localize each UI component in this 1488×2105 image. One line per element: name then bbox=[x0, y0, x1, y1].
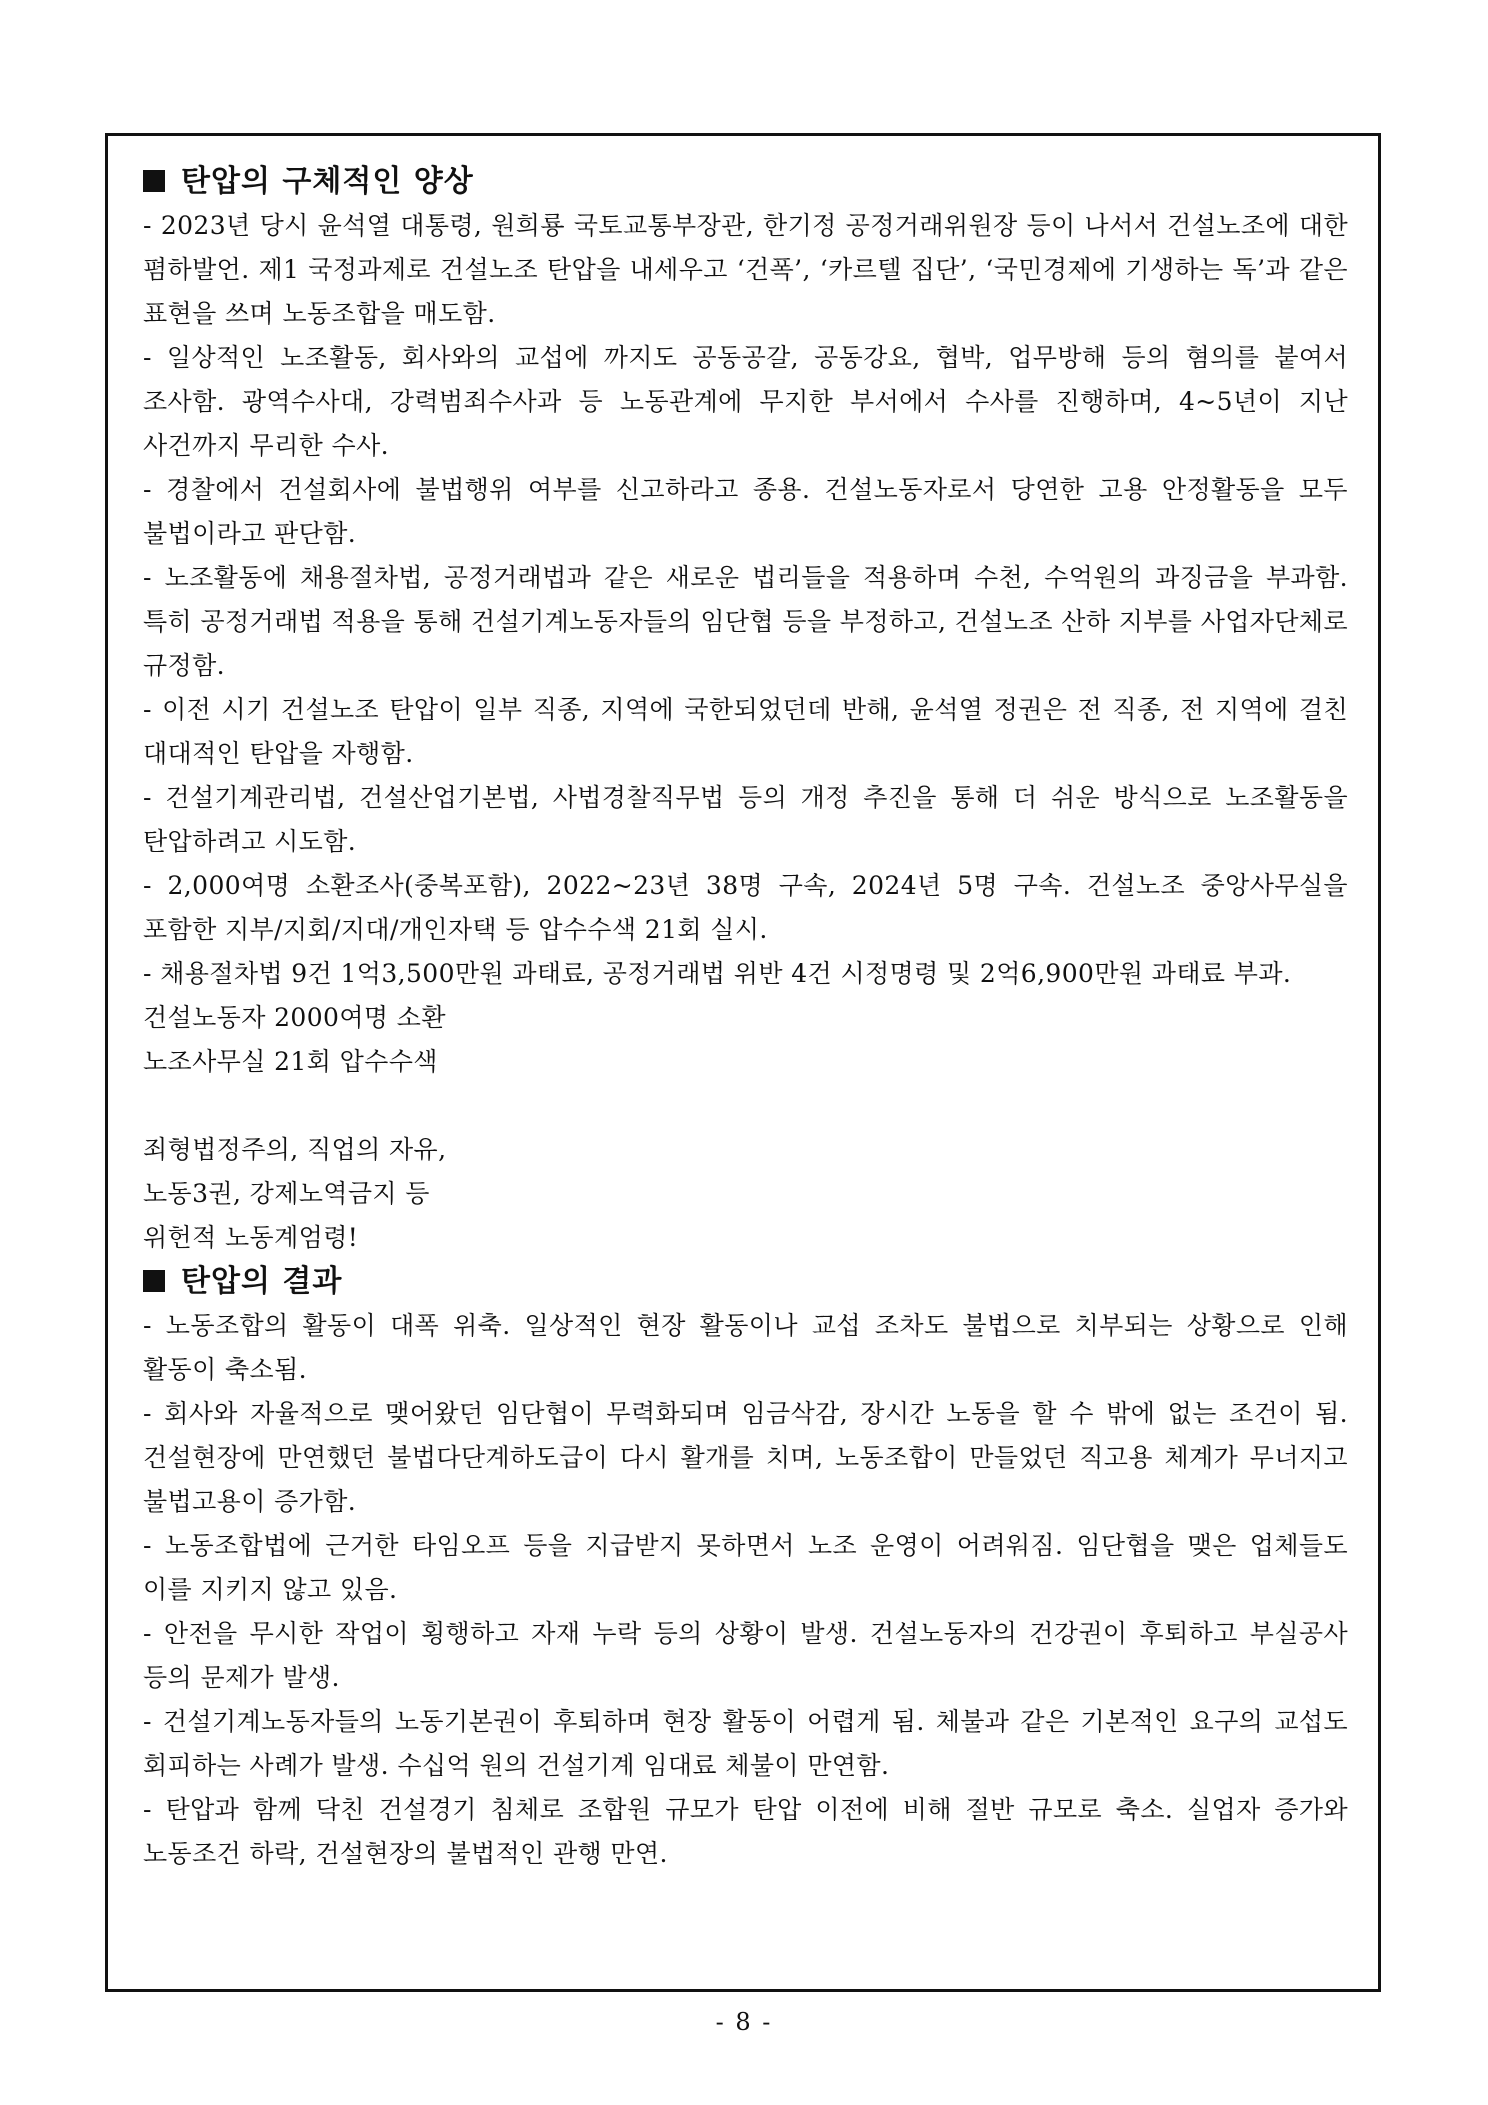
section-heading-text: 탄압의 구체적인 양상 bbox=[181, 164, 474, 199]
list-item: - 노동조합의 활동이 대폭 위축. 일상적인 현장 활동이나 교섭 조차도 불법으로 치부되는 상황으로 인해 활동이 축소됨. bbox=[143, 1311, 1348, 1384]
list-item: - 채용절차법 9건 1억3,500만원 과태료, 공정거래법 위반 4건 시정명령 및 2억6,900만원 과태료 부과. bbox=[143, 959, 1292, 988]
list-item: - 건설기계관리법, 건설산업기본법, 사법경찰직무법 등의 개정 추진을 통해 더 쉬운 방식으로 노조활동을 탄압하려고 시도함. bbox=[143, 783, 1348, 856]
stat-line-summons: 건설노동자 2000여명 소환 bbox=[143, 1003, 446, 1032]
section-heading-repression-aspects bbox=[143, 160, 1348, 204]
black-square-icon bbox=[143, 170, 165, 192]
list-item: - 안전을 무시한 작업이 횡행하고 자재 누락 등의 상황이 발생. 건설노동자의 건강권이 후퇴하고 부실공사 등의 문제가 발생. bbox=[143, 1619, 1348, 1692]
list-item: - 2023년 당시 윤석열 대통령, 원희룡 국토교통부장관, 한기정 공정거래위원장 등이 나서서 건설노조에 대한 폄하발언. 제1 국정과제로 건설노조 탄압을 내세우고 ‘건폭’, ‘카르텔 집단’, ‘국민경제에 기생하는 독’과 같은 표현을 쓰며 노동조합을 매도함. bbox=[143, 211, 1348, 328]
list-item: - 탄압과 함께 닥친 건설경기 침체로 조합원 규모가 탄압 이전에 비해 절반 규모로 축소. 실업자 증가와 노동조건 하락, 건설현장의 불법적인 관행 만연. bbox=[143, 1795, 1348, 1868]
list-item: - 노조활동에 채용절차법, 공정거래법과 같은 새로운 법리들을 적용하며 수천, 수억원의 과징금을 부과함. 특히 공정거래법 적용을 통해 건설기계노동자들의 임단협 등을 부정하고, 건설노조 산하 지부를 사업자단체로 규정함. bbox=[143, 563, 1348, 680]
list-item: - 회사와 자율적으로 맺어왔던 임단협이 무력화되며 임금삭감, 장시간 노동을 할 수 밖에 없는 조건이 됨. 건설현장에 만연했던 불법다단계하도급이 다시 활개를 치며, 노동조합이 만들었던 직고용 체계가 무너지고 불법고용이 증가함. bbox=[143, 1399, 1348, 1516]
stat-line-raids: 노조사무실 21회 압수수색 bbox=[143, 1047, 438, 1076]
list-item: - 일상적인 노조활동, 회사와의 교섭에 까지도 공동공갈, 공동강요, 협박, 업무방해 등의 혐의를 붙여서 조사함. 광역수사대, 강력범죄수사과 등 노동관계에 무지한 부서에서 수사를 진행하며, 4~5년이 지난 사건까지 무리한 수사. bbox=[143, 343, 1348, 460]
blank-line bbox=[143, 1084, 1348, 1128]
slogan-line: 죄형법정주의, 직업의 자유, bbox=[143, 1135, 447, 1164]
slogan-line: 위헌적 노동계엄령! bbox=[143, 1223, 359, 1252]
slogan-line: 노동3권, 강제노역금지 등 bbox=[143, 1179, 430, 1208]
section-heading-text: 탄압의 결과 bbox=[181, 1264, 343, 1299]
section-heading-repression-results bbox=[143, 1260, 1348, 1304]
black-square-icon bbox=[143, 1270, 165, 1292]
list-item: - 이전 시기 건설노조 탄압이 일부 직종, 지역에 국한되었던데 반해, 윤석열 정권은 전 직종, 전 지역에 걸친 대대적인 탄압을 자행함. bbox=[143, 695, 1348, 768]
list-item: - 2,000여명 소환조사(중복포함), 2022~23년 38명 구속, 2024년 5명 구속. 건설노조 중앙사무실을 포함한 지부/지회/지대/개인자택 등 압수수색 21회 실시. bbox=[143, 871, 1348, 944]
document-body bbox=[143, 160, 1348, 1876]
page-number: - 8 - bbox=[715, 2008, 773, 2036]
list-item: - 건설기계노동자들의 노동기본권이 후퇴하며 현장 활동이 어렵게 됨. 체불과 같은 기본적인 요구의 교섭도 회피하는 사례가 발생. 수십억 원의 건설기계 임대료 체불이 만연함. bbox=[143, 1707, 1348, 1780]
list-item: - 노동조합법에 근거한 타임오프 등을 지급받지 못하면서 노조 운영이 어려워짐. 임단협을 맺은 업체들도 이를 지키지 않고 있음. bbox=[143, 1531, 1348, 1604]
list-item: - 경찰에서 건설회사에 불법행위 여부를 신고하라고 종용. 건설노동자로서 당연한 고용 안정활동을 모두 불법이라고 판단함. bbox=[143, 475, 1348, 548]
